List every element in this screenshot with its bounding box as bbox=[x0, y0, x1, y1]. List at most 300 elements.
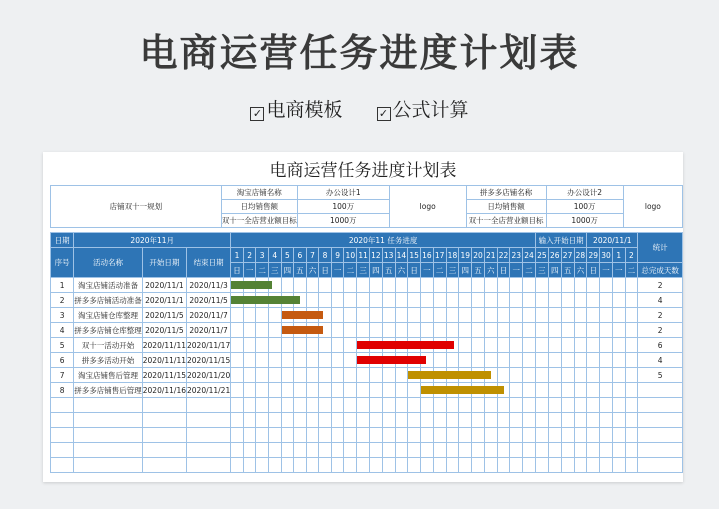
task-days: 4 bbox=[638, 353, 683, 368]
empty-cell[interactable] bbox=[281, 413, 294, 428]
empty-cell[interactable] bbox=[231, 443, 244, 458]
empty-cell[interactable] bbox=[74, 443, 143, 458]
empty-cell[interactable] bbox=[369, 398, 382, 413]
empty-cell[interactable] bbox=[510, 443, 523, 458]
empty-cell[interactable] bbox=[600, 443, 613, 458]
header-start-date-value[interactable]: 2020/11/1 bbox=[587, 233, 638, 248]
day-cell bbox=[231, 278, 244, 293]
task-name[interactable]: 淘宝店铺售后管理 bbox=[74, 368, 143, 383]
empty-cell[interactable] bbox=[433, 428, 446, 443]
empty-cell[interactable] bbox=[600, 413, 613, 428]
day-cell bbox=[433, 308, 446, 323]
empty-cell[interactable] bbox=[51, 458, 74, 473]
table-row[interactable] bbox=[51, 458, 683, 473]
empty-cell[interactable] bbox=[319, 413, 332, 428]
empty-cell[interactable] bbox=[484, 413, 497, 428]
day-cell bbox=[243, 323, 256, 338]
task-end[interactable]: 2020/11/7 bbox=[187, 308, 231, 323]
empty-cell[interactable] bbox=[446, 443, 459, 458]
empty-cell[interactable] bbox=[535, 458, 548, 473]
empty-cell[interactable] bbox=[395, 428, 408, 443]
empty-cell[interactable] bbox=[231, 458, 244, 473]
empty-cell[interactable] bbox=[256, 428, 269, 443]
gantt-bar bbox=[421, 386, 504, 394]
empty-cell[interactable] bbox=[331, 398, 344, 413]
day-cell bbox=[612, 308, 625, 323]
day-cell bbox=[344, 323, 357, 338]
empty-cell[interactable] bbox=[408, 458, 421, 473]
empty-cell[interactable] bbox=[612, 443, 625, 458]
day-cell bbox=[319, 293, 332, 308]
day-number: 18 bbox=[446, 248, 459, 263]
empty-cell[interactable] bbox=[587, 428, 600, 443]
task-start[interactable]: 2020/11/1 bbox=[142, 278, 186, 293]
day-number: 9 bbox=[331, 248, 344, 263]
empty-cell[interactable] bbox=[357, 443, 370, 458]
empty-cell[interactable] bbox=[459, 458, 472, 473]
empty-cell[interactable] bbox=[612, 398, 625, 413]
empty-cell[interactable] bbox=[256, 443, 269, 458]
day-cell bbox=[344, 353, 357, 368]
empty-cell[interactable] bbox=[369, 413, 382, 428]
day-cell bbox=[331, 308, 344, 323]
empty-cell[interactable] bbox=[459, 398, 472, 413]
empty-cell[interactable] bbox=[74, 398, 143, 413]
task-start[interactable]: 2020/11/15 bbox=[142, 368, 186, 383]
empty-cell[interactable] bbox=[459, 413, 472, 428]
empty-cell[interactable] bbox=[638, 398, 683, 413]
empty-cell[interactable] bbox=[523, 428, 536, 443]
empty-cell[interactable] bbox=[472, 443, 485, 458]
empty-cell[interactable] bbox=[612, 458, 625, 473]
day-number: 27 bbox=[561, 248, 574, 263]
day-cell bbox=[243, 338, 256, 353]
day-cell bbox=[382, 383, 395, 398]
empty-cell[interactable] bbox=[523, 398, 536, 413]
day-cell bbox=[294, 338, 307, 353]
task-start[interactable]: 2020/11/16 bbox=[142, 383, 186, 398]
task-name[interactable]: 淘宝店铺仓库整理 bbox=[74, 308, 143, 323]
empty-cell[interactable] bbox=[446, 428, 459, 443]
day-cell bbox=[369, 323, 382, 338]
empty-cell[interactable] bbox=[574, 458, 587, 473]
empty-cell[interactable] bbox=[638, 428, 683, 443]
empty-cell[interactable] bbox=[574, 428, 587, 443]
empty-cell[interactable] bbox=[472, 398, 485, 413]
empty-cell[interactable] bbox=[548, 458, 561, 473]
empty-cell[interactable] bbox=[51, 413, 74, 428]
empty-cell[interactable] bbox=[231, 413, 244, 428]
empty-cell[interactable] bbox=[600, 398, 613, 413]
empty-cell[interactable] bbox=[484, 428, 497, 443]
task-name[interactable]: 拼多多店铺活动准备 bbox=[74, 293, 143, 308]
empty-cell[interactable] bbox=[433, 413, 446, 428]
empty-cell[interactable] bbox=[484, 443, 497, 458]
empty-cell[interactable] bbox=[497, 428, 510, 443]
empty-cell[interactable] bbox=[459, 428, 472, 443]
table-row[interactable] bbox=[51, 323, 683, 338]
day-cell bbox=[561, 368, 574, 383]
empty-cell[interactable] bbox=[187, 398, 231, 413]
empty-cell[interactable] bbox=[382, 398, 395, 413]
day-cell bbox=[268, 338, 281, 353]
day-cell bbox=[484, 278, 497, 293]
empty-cell[interactable] bbox=[472, 458, 485, 473]
task-start[interactable]: 2020/11/1 bbox=[142, 293, 186, 308]
empty-cell[interactable] bbox=[574, 443, 587, 458]
empty-cell[interactable] bbox=[497, 413, 510, 428]
day-cell bbox=[446, 308, 459, 323]
day-cell bbox=[548, 323, 561, 338]
empty-cell[interactable] bbox=[433, 443, 446, 458]
empty-cell[interactable] bbox=[142, 428, 186, 443]
empty-cell[interactable] bbox=[256, 398, 269, 413]
empty-cell[interactable] bbox=[243, 458, 256, 473]
weekday: 三 bbox=[268, 263, 281, 278]
empty-cell[interactable] bbox=[574, 413, 587, 428]
table-row[interactable] bbox=[51, 278, 683, 293]
day-cell bbox=[510, 368, 523, 383]
day-cell bbox=[561, 293, 574, 308]
empty-cell[interactable] bbox=[382, 428, 395, 443]
empty-cell[interactable] bbox=[638, 458, 683, 473]
empty-cell[interactable] bbox=[523, 458, 536, 473]
day-cell bbox=[357, 368, 370, 383]
day-cell bbox=[484, 293, 497, 308]
day-cell bbox=[231, 308, 244, 323]
table-row[interactable] bbox=[51, 398, 683, 413]
weekday: 四 bbox=[548, 263, 561, 278]
logo-cell[interactable]: logo bbox=[389, 186, 466, 228]
empty-cell[interactable] bbox=[294, 443, 307, 458]
day-cell bbox=[612, 383, 625, 398]
empty-cell[interactable] bbox=[587, 458, 600, 473]
table-row[interactable] bbox=[51, 413, 683, 428]
empty-cell[interactable] bbox=[382, 443, 395, 458]
empty-cell[interactable] bbox=[382, 413, 395, 428]
empty-cell[interactable] bbox=[243, 413, 256, 428]
empty-cell[interactable] bbox=[625, 458, 638, 473]
empty-cell[interactable] bbox=[446, 458, 459, 473]
logo-cell[interactable]: logo bbox=[623, 186, 682, 228]
empty-cell[interactable] bbox=[421, 443, 434, 458]
empty-cell[interactable] bbox=[510, 458, 523, 473]
day-cell bbox=[256, 383, 269, 398]
day-cell bbox=[344, 368, 357, 383]
empty-cell[interactable] bbox=[369, 428, 382, 443]
empty-cell[interactable] bbox=[331, 458, 344, 473]
empty-cell[interactable] bbox=[408, 413, 421, 428]
empty-cell[interactable] bbox=[535, 428, 548, 443]
day-cell bbox=[561, 278, 574, 293]
empty-cell[interactable] bbox=[421, 398, 434, 413]
empty-cell[interactable] bbox=[268, 443, 281, 458]
empty-cell[interactable] bbox=[142, 443, 186, 458]
empty-cell[interactable] bbox=[357, 413, 370, 428]
empty-cell[interactable] bbox=[625, 443, 638, 458]
task-start[interactable]: 2020/11/11 bbox=[142, 338, 186, 353]
empty-cell[interactable] bbox=[472, 428, 485, 443]
empty-cell[interactable] bbox=[294, 398, 307, 413]
empty-cell[interactable] bbox=[74, 413, 143, 428]
empty-cell[interactable] bbox=[331, 428, 344, 443]
empty-cell[interactable] bbox=[561, 458, 574, 473]
empty-cell[interactable] bbox=[243, 398, 256, 413]
task-end[interactable]: 2020/11/7 bbox=[187, 323, 231, 338]
day-cell bbox=[535, 308, 548, 323]
empty-cell[interactable] bbox=[187, 458, 231, 473]
task-end[interactable]: 2020/11/3 bbox=[187, 278, 231, 293]
day-cell bbox=[268, 323, 281, 338]
empty-cell[interactable] bbox=[187, 443, 231, 458]
empty-cell[interactable] bbox=[51, 428, 74, 443]
empty-cell[interactable] bbox=[625, 398, 638, 413]
empty-cell[interactable] bbox=[472, 413, 485, 428]
empty-cell[interactable] bbox=[306, 458, 319, 473]
empty-cell[interactable] bbox=[548, 413, 561, 428]
empty-cell[interactable] bbox=[319, 428, 332, 443]
day-cell bbox=[357, 308, 370, 323]
task-end[interactable]: 2020/11/17 bbox=[187, 338, 231, 353]
empty-cell[interactable] bbox=[587, 443, 600, 458]
day-cell bbox=[535, 383, 548, 398]
task-name[interactable]: 拼多多活动开始 bbox=[74, 353, 143, 368]
empty-cell[interactable] bbox=[561, 398, 574, 413]
day-cell bbox=[561, 353, 574, 368]
empty-cell[interactable] bbox=[421, 428, 434, 443]
table-row[interactable] bbox=[51, 428, 683, 443]
empty-cell[interactable] bbox=[306, 443, 319, 458]
task-no: 5 bbox=[51, 338, 74, 353]
weekday: 一 bbox=[421, 263, 434, 278]
empty-cell[interactable] bbox=[294, 413, 307, 428]
empty-cell[interactable] bbox=[142, 398, 186, 413]
task-end[interactable]: 2020/11/5 bbox=[187, 293, 231, 308]
empty-cell[interactable] bbox=[421, 413, 434, 428]
empty-cell[interactable] bbox=[319, 398, 332, 413]
empty-cell[interactable] bbox=[231, 428, 244, 443]
task-name[interactable]: 双十一活动开始 bbox=[74, 338, 143, 353]
empty-cell[interactable] bbox=[142, 413, 186, 428]
task-start[interactable]: 2020/11/5 bbox=[142, 308, 186, 323]
empty-cell[interactable] bbox=[446, 413, 459, 428]
empty-cell[interactable] bbox=[587, 398, 600, 413]
empty-cell[interactable] bbox=[497, 458, 510, 473]
empty-cell[interactable] bbox=[344, 443, 357, 458]
table-row[interactable] bbox=[51, 443, 683, 458]
empty-cell[interactable] bbox=[256, 413, 269, 428]
empty-cell[interactable] bbox=[535, 398, 548, 413]
table-row[interactable] bbox=[51, 308, 683, 323]
day-cell bbox=[587, 278, 600, 293]
day-cell bbox=[574, 323, 587, 338]
empty-cell[interactable] bbox=[497, 398, 510, 413]
empty-cell[interactable] bbox=[357, 458, 370, 473]
empty-cell[interactable] bbox=[294, 428, 307, 443]
empty-cell[interactable] bbox=[548, 398, 561, 413]
empty-cell[interactable] bbox=[408, 398, 421, 413]
day-cell bbox=[472, 323, 485, 338]
weekday: 六 bbox=[306, 263, 319, 278]
info-value[interactable]: 1000万 bbox=[297, 214, 389, 228]
empty-cell[interactable] bbox=[306, 413, 319, 428]
empty-cell[interactable] bbox=[294, 458, 307, 473]
task-end[interactable]: 2020/11/20 bbox=[187, 368, 231, 383]
empty-cell[interactable] bbox=[281, 458, 294, 473]
empty-cell[interactable] bbox=[523, 413, 536, 428]
empty-cell[interactable] bbox=[548, 443, 561, 458]
empty-cell[interactable] bbox=[281, 398, 294, 413]
empty-cell[interactable] bbox=[382, 458, 395, 473]
empty-cell[interactable] bbox=[344, 458, 357, 473]
empty-cell[interactable] bbox=[142, 458, 186, 473]
empty-cell[interactable] bbox=[523, 443, 536, 458]
empty-cell[interactable] bbox=[548, 428, 561, 443]
empty-cell[interactable] bbox=[395, 458, 408, 473]
empty-cell[interactable] bbox=[600, 428, 613, 443]
empty-cell[interactable] bbox=[344, 413, 357, 428]
empty-cell[interactable] bbox=[510, 413, 523, 428]
day-cell bbox=[625, 278, 638, 293]
info-label: 双十一全店营业额目标 bbox=[221, 214, 297, 228]
day-cell bbox=[548, 278, 561, 293]
empty-cell[interactable] bbox=[357, 398, 370, 413]
empty-cell[interactable] bbox=[561, 443, 574, 458]
day-number: 24 bbox=[523, 248, 536, 263]
day-cell bbox=[523, 308, 536, 323]
table-row[interactable] bbox=[51, 383, 683, 398]
empty-cell[interactable] bbox=[268, 398, 281, 413]
day-cell bbox=[331, 353, 344, 368]
empty-cell[interactable] bbox=[638, 443, 683, 458]
task-start[interactable]: 2020/11/5 bbox=[142, 323, 186, 338]
table-row[interactable] bbox=[51, 338, 683, 353]
empty-cell[interactable] bbox=[51, 398, 74, 413]
feature-template bbox=[250, 95, 342, 122]
empty-cell[interactable] bbox=[281, 428, 294, 443]
info-value[interactable]: 100万 bbox=[546, 200, 623, 214]
empty-cell[interactable] bbox=[433, 398, 446, 413]
empty-cell[interactable] bbox=[484, 398, 497, 413]
empty-cell[interactable] bbox=[306, 428, 319, 443]
empty-cell[interactable] bbox=[535, 443, 548, 458]
day-cell bbox=[382, 293, 395, 308]
task-name[interactable]: 拼多多店铺售后管理 bbox=[74, 383, 143, 398]
empty-cell[interactable] bbox=[243, 443, 256, 458]
table-row[interactable] bbox=[51, 353, 683, 368]
empty-cell[interactable] bbox=[344, 428, 357, 443]
empty-cell[interactable] bbox=[187, 428, 231, 443]
empty-cell[interactable] bbox=[51, 443, 74, 458]
empty-cell[interactable] bbox=[74, 458, 143, 473]
weekday: 五 bbox=[294, 263, 307, 278]
info-value[interactable]: 100万 bbox=[297, 200, 389, 214]
task-end[interactable]: 2020/11/21 bbox=[187, 383, 231, 398]
info-value[interactable]: 办公设计2 bbox=[546, 186, 623, 200]
empty-cell[interactable] bbox=[574, 398, 587, 413]
empty-cell[interactable] bbox=[319, 443, 332, 458]
empty-cell[interactable] bbox=[484, 458, 497, 473]
empty-cell[interactable] bbox=[268, 428, 281, 443]
day-cell bbox=[472, 353, 485, 368]
empty-cell[interactable] bbox=[638, 413, 683, 428]
empty-cell[interactable] bbox=[395, 398, 408, 413]
day-cell bbox=[433, 323, 446, 338]
empty-cell[interactable] bbox=[331, 413, 344, 428]
task-start[interactable]: 2020/11/11 bbox=[142, 353, 186, 368]
empty-cell[interactable] bbox=[587, 413, 600, 428]
empty-cell[interactable] bbox=[268, 413, 281, 428]
empty-cell[interactable] bbox=[600, 458, 613, 473]
empty-cell[interactable] bbox=[306, 398, 319, 413]
empty-cell[interactable] bbox=[561, 428, 574, 443]
day-cell bbox=[600, 278, 613, 293]
empty-cell[interactable] bbox=[612, 413, 625, 428]
empty-cell[interactable] bbox=[243, 428, 256, 443]
day-number: 1 bbox=[612, 248, 625, 263]
day-cell bbox=[344, 278, 357, 293]
info-value[interactable]: 办公设计1 bbox=[297, 186, 389, 200]
table-row[interactable] bbox=[51, 368, 683, 383]
empty-cell[interactable] bbox=[446, 398, 459, 413]
day-cell bbox=[574, 308, 587, 323]
day-cell bbox=[231, 368, 244, 383]
task-name[interactable]: 淘宝店铺活动准备 bbox=[74, 278, 143, 293]
empty-cell[interactable] bbox=[510, 398, 523, 413]
empty-cell[interactable] bbox=[268, 458, 281, 473]
empty-cell[interactable] bbox=[256, 458, 269, 473]
empty-cell[interactable] bbox=[625, 428, 638, 443]
empty-cell[interactable] bbox=[459, 443, 472, 458]
empty-cell[interactable] bbox=[561, 413, 574, 428]
empty-cell[interactable] bbox=[625, 413, 638, 428]
empty-cell[interactable] bbox=[395, 413, 408, 428]
table-row[interactable] bbox=[51, 293, 683, 308]
empty-cell[interactable] bbox=[369, 443, 382, 458]
day-cell bbox=[459, 353, 472, 368]
empty-cell[interactable] bbox=[319, 458, 332, 473]
empty-cell[interactable] bbox=[497, 443, 510, 458]
empty-cell[interactable] bbox=[281, 443, 294, 458]
empty-cell[interactable] bbox=[231, 398, 244, 413]
weekday: 二 bbox=[344, 263, 357, 278]
empty-cell[interactable] bbox=[612, 428, 625, 443]
empty-cell[interactable] bbox=[187, 413, 231, 428]
empty-cell[interactable] bbox=[74, 428, 143, 443]
day-cell bbox=[574, 353, 587, 368]
empty-cell[interactable] bbox=[535, 413, 548, 428]
empty-cell[interactable] bbox=[395, 443, 408, 458]
empty-cell[interactable] bbox=[408, 428, 421, 443]
empty-cell[interactable] bbox=[510, 428, 523, 443]
empty-cell[interactable] bbox=[433, 458, 446, 473]
info-value[interactable]: 1000万 bbox=[546, 214, 623, 228]
day-cell bbox=[243, 353, 256, 368]
empty-cell[interactable] bbox=[344, 398, 357, 413]
weekday: 六 bbox=[574, 263, 587, 278]
empty-cell[interactable] bbox=[421, 458, 434, 473]
weekday: 一 bbox=[600, 263, 613, 278]
task-end[interactable]: 2020/11/15 bbox=[187, 353, 231, 368]
empty-cell[interactable] bbox=[408, 443, 421, 458]
day-cell bbox=[600, 308, 613, 323]
task-name[interactable]: 拼多多店铺仓库整理 bbox=[74, 323, 143, 338]
empty-cell[interactable] bbox=[357, 428, 370, 443]
day-cell bbox=[256, 368, 269, 383]
empty-cell[interactable] bbox=[369, 458, 382, 473]
day-cell bbox=[268, 353, 281, 368]
empty-cell[interactable] bbox=[331, 443, 344, 458]
